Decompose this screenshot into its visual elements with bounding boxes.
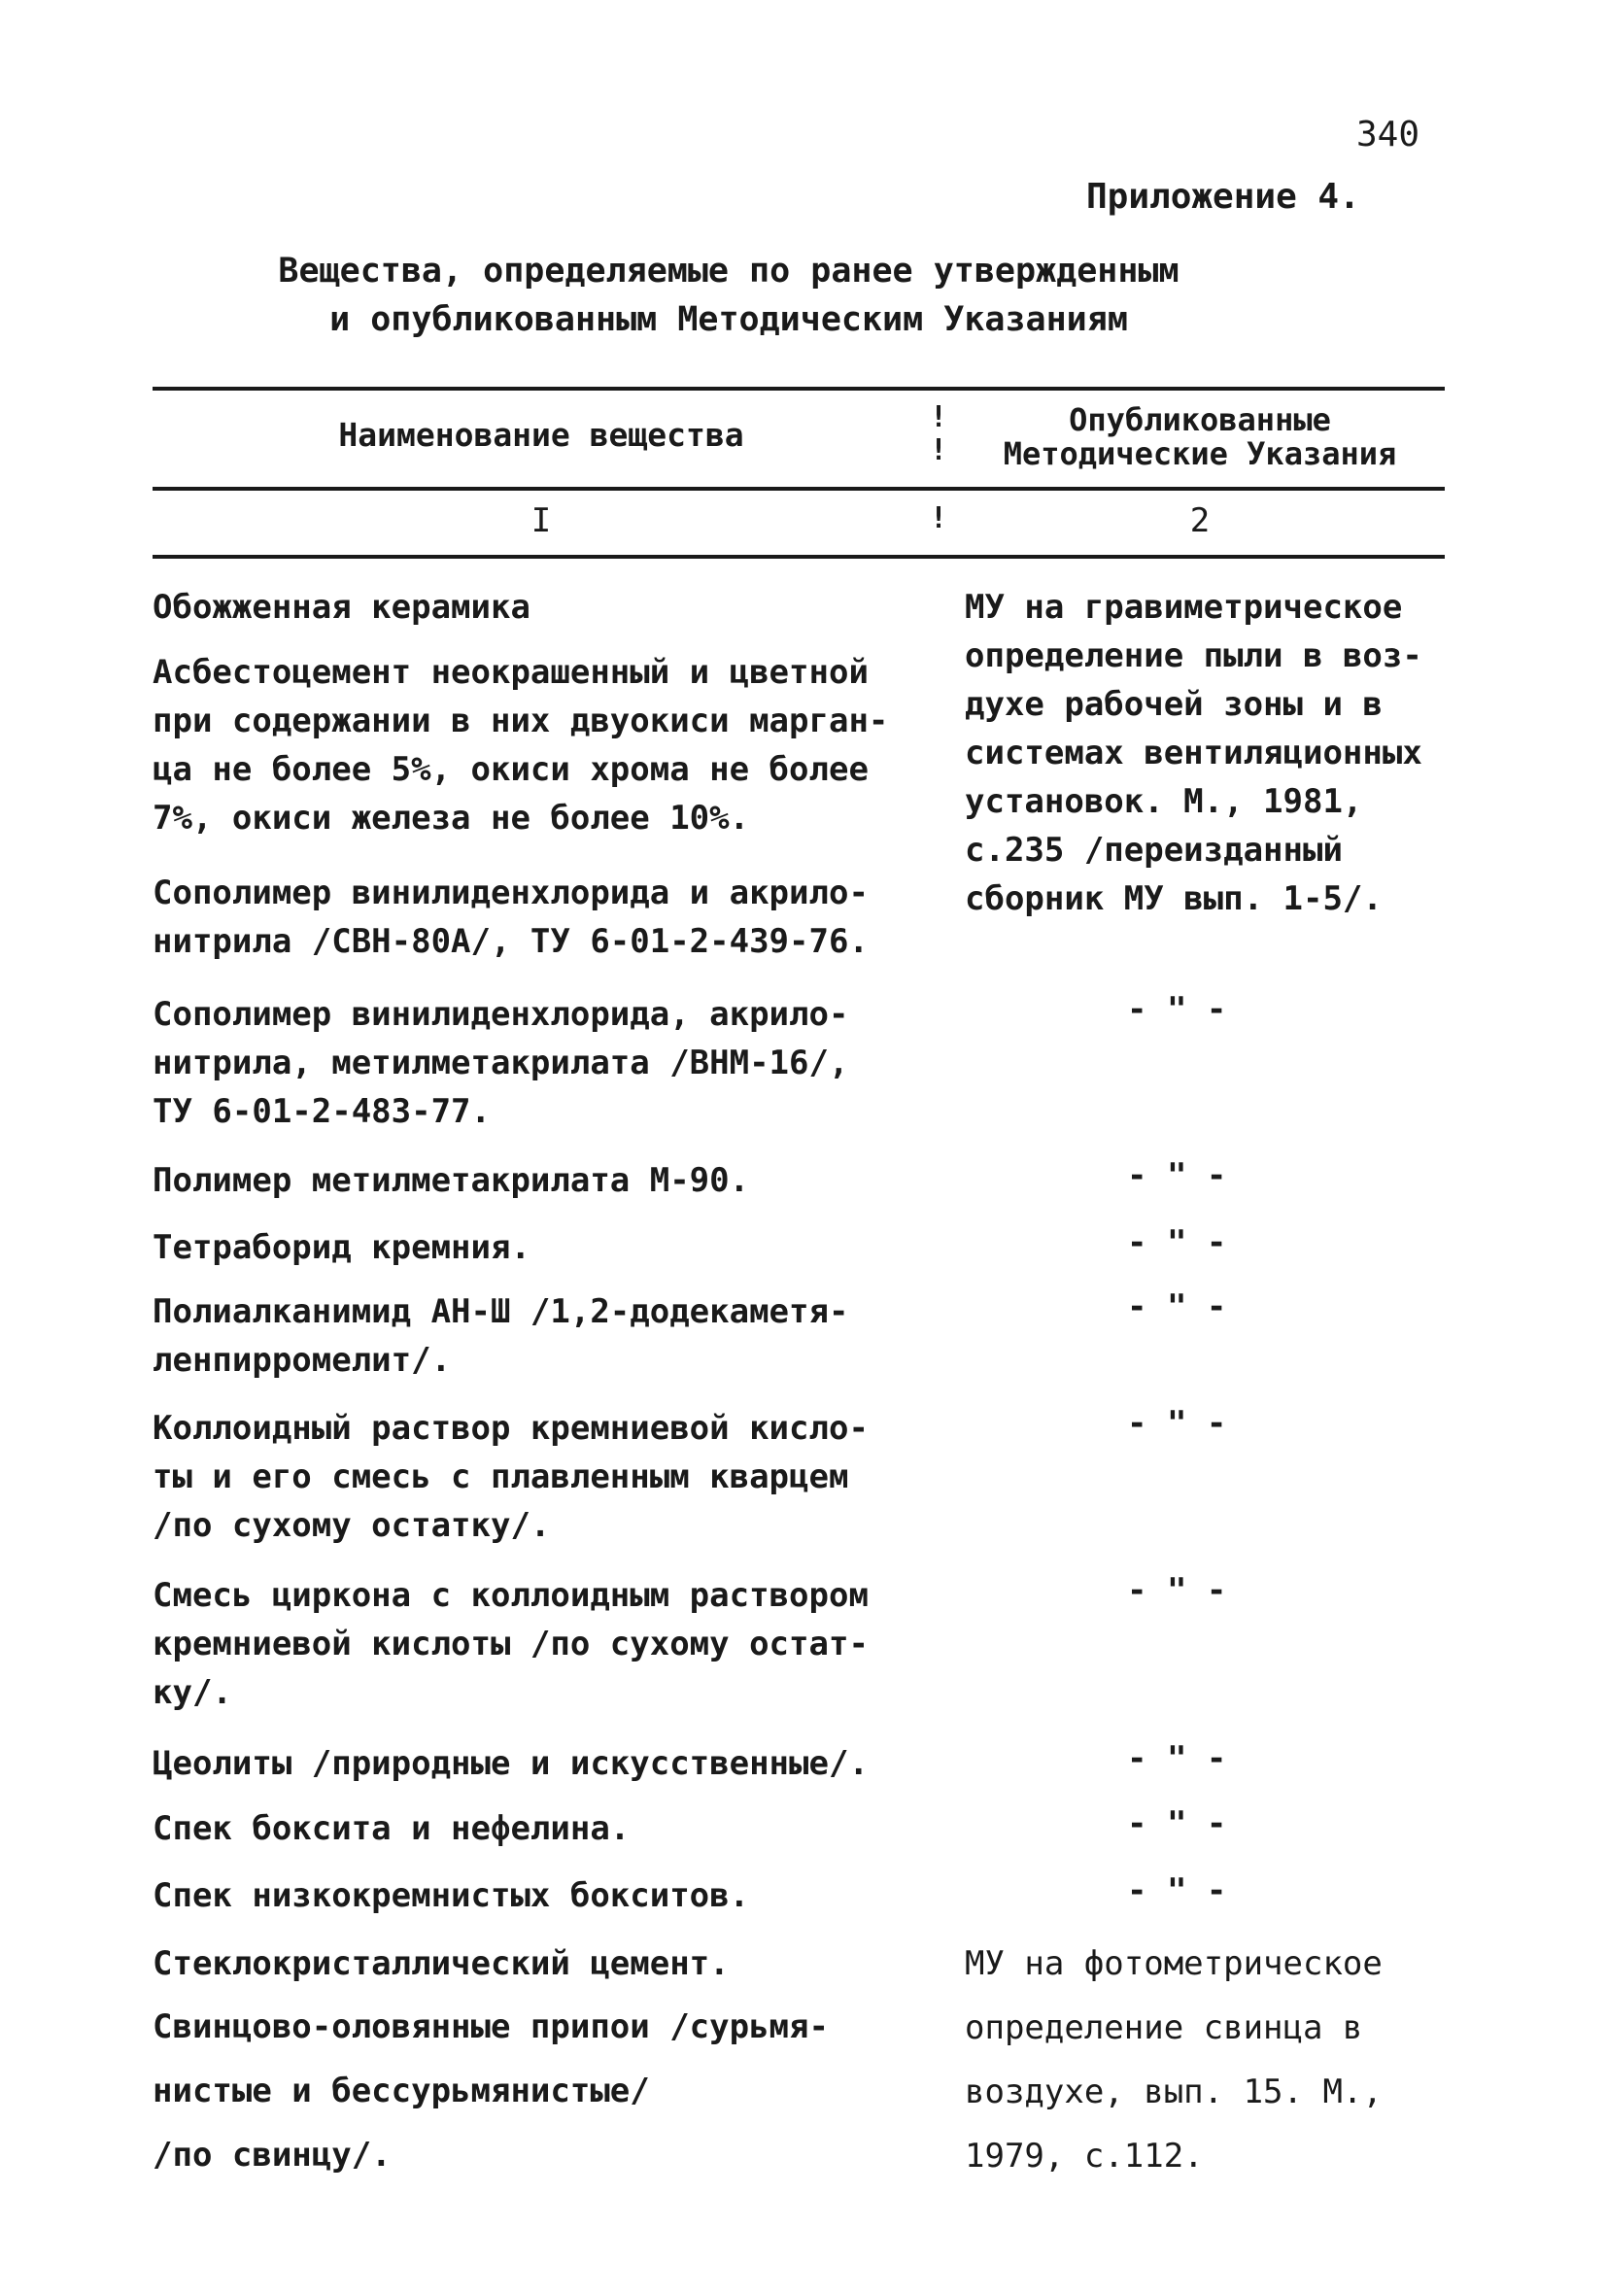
substance-line: кремниевой кислоты /по сухому остат- xyxy=(153,1625,869,1663)
table-header-rule xyxy=(153,487,1445,491)
substance-row xyxy=(153,1939,949,1988)
table-number-rule xyxy=(153,555,1445,559)
substance-line: Смесь циркона с коллоидным раствором xyxy=(153,1576,869,1615)
substance-line: Сополимер винилиденхлорида, акрило- xyxy=(153,995,849,1034)
ditto-mark: - " - xyxy=(1127,1871,1227,1910)
reference-line: МУ на гравиметрическое xyxy=(965,588,1403,627)
ditto-mark: - " - xyxy=(1127,1223,1227,1262)
substance-line: нитрила /СВН-80А/, ТУ 6-01-2-439-76. xyxy=(153,922,869,961)
reference-line: МУ на фотометрическое xyxy=(965,1944,1383,1983)
substance-line: Спек боксита и нефелина. xyxy=(153,1809,631,1848)
substance-line: Цеолиты /природные и искусственные/. xyxy=(153,1744,869,1783)
substance-line: /по сухому остатку/. xyxy=(153,1506,551,1545)
ditto-mark: - " - xyxy=(1127,1804,1227,1843)
column-number-1: I xyxy=(530,501,552,540)
substance-row xyxy=(153,1871,949,1920)
reference-line: определение пыли в воз- xyxy=(965,636,1422,675)
reference-line: духе рабочей зоны и в xyxy=(965,685,1383,724)
substance-row xyxy=(153,1404,949,1550)
header-separator: ! xyxy=(930,433,948,467)
reference-photometric xyxy=(965,1939,1451,2180)
substance-line: Стеклокристаллический цемент. xyxy=(153,1944,730,1983)
appendix-label: Приложение 4. xyxy=(1086,177,1360,217)
column-header-substance: Наименование вещества xyxy=(338,416,744,454)
page-number: 340 xyxy=(1356,115,1420,154)
column-header-guidelines-line-1: Опубликованные xyxy=(1069,401,1331,438)
substance-line: 7%, окиси железа не более 10%. xyxy=(153,799,750,838)
reference-gravimetric xyxy=(965,583,1451,923)
substance-line: Полиалканимид АН-Ш /1,2-додекаметя- xyxy=(153,1292,849,1331)
ditto-mark: - " - xyxy=(1127,1156,1227,1195)
substance-line: Полимер метилметакрилата М-90. xyxy=(153,1161,750,1200)
table-top-rule xyxy=(153,387,1445,391)
reference-line: 1979, с.112. xyxy=(965,2137,1204,2176)
substance-line: Сополимер винилиденхлорида и акрило- xyxy=(153,874,869,912)
substance-line: Тетраборид кремния. xyxy=(153,1228,530,1267)
substance-row xyxy=(153,2003,949,2179)
ditto-mark: - " - xyxy=(1127,1739,1227,1778)
reference-line: определение свинца в xyxy=(965,2008,1363,2047)
ditto-mark: - " - xyxy=(1127,1287,1227,1326)
column-header-guidelines-line-2: Методические Указания xyxy=(1003,435,1397,472)
substance-line: Свинцово-оловянные припои /сурьмя- xyxy=(153,2007,829,2046)
substance-line: ты и его смесь с плавленным кварцем xyxy=(153,1457,849,1496)
reference-line: с.235 /переизданный xyxy=(965,831,1343,870)
reference-line: системах вентиляционных xyxy=(965,734,1422,772)
substance-row xyxy=(153,869,949,966)
ditto-mark: - " - xyxy=(1127,1571,1227,1610)
substance-line: нитрила, метилметакрилата /ВНМ-16/, xyxy=(153,1044,849,1082)
substance-row xyxy=(153,1156,949,1205)
ditto-mark: - " - xyxy=(1127,1404,1227,1443)
substance-row xyxy=(153,1571,949,1717)
header-separator: ! xyxy=(930,400,948,434)
substance-line: ку/. xyxy=(153,1673,232,1712)
substance-line: ца не более 5%, окиси хрома не более xyxy=(153,750,869,789)
document-title-line-2: и опубликованным Методическим Указаниям xyxy=(329,300,1128,339)
column-number-2: 2 xyxy=(1189,501,1211,540)
substance-line: Асбестоцемент неокрашенный и цветной xyxy=(153,653,869,692)
ditto-mark: - " - xyxy=(1127,990,1227,1029)
reference-line: воздухе, вып. 15. М., xyxy=(965,2073,1383,2111)
reference-line: установок. М., 1981, xyxy=(965,782,1363,821)
substance-row xyxy=(153,583,949,632)
substance-line: ленпирромелит/. xyxy=(153,1341,452,1380)
substance-line: Коллоидный раствор кремниевой кисло- xyxy=(153,1409,869,1448)
substance-row xyxy=(153,1804,949,1853)
header-separator: ! xyxy=(930,501,948,535)
reference-line: сборник МУ вып. 1-5/. xyxy=(965,879,1383,918)
document-title-line-1: Вещества, определяемые по ранее утвержденным xyxy=(278,252,1180,291)
substance-row xyxy=(153,648,949,842)
substance-line: нистые и бессурьмянистые/ xyxy=(153,2072,650,2110)
substance-line: при содержании в них двуокиси марган- xyxy=(153,702,889,740)
substance-row xyxy=(153,1739,949,1788)
substance-row xyxy=(153,1223,949,1272)
substance-row xyxy=(153,990,949,1136)
substance-row xyxy=(153,1287,949,1385)
substance-line: Обожженная керамика xyxy=(153,588,530,627)
substance-line: ТУ 6-01-2-483-77. xyxy=(153,1092,491,1131)
substance-line: /по свинцу/. xyxy=(153,2136,392,2175)
substance-line: Спек низкокремнистых бокситов. xyxy=(153,1876,750,1915)
